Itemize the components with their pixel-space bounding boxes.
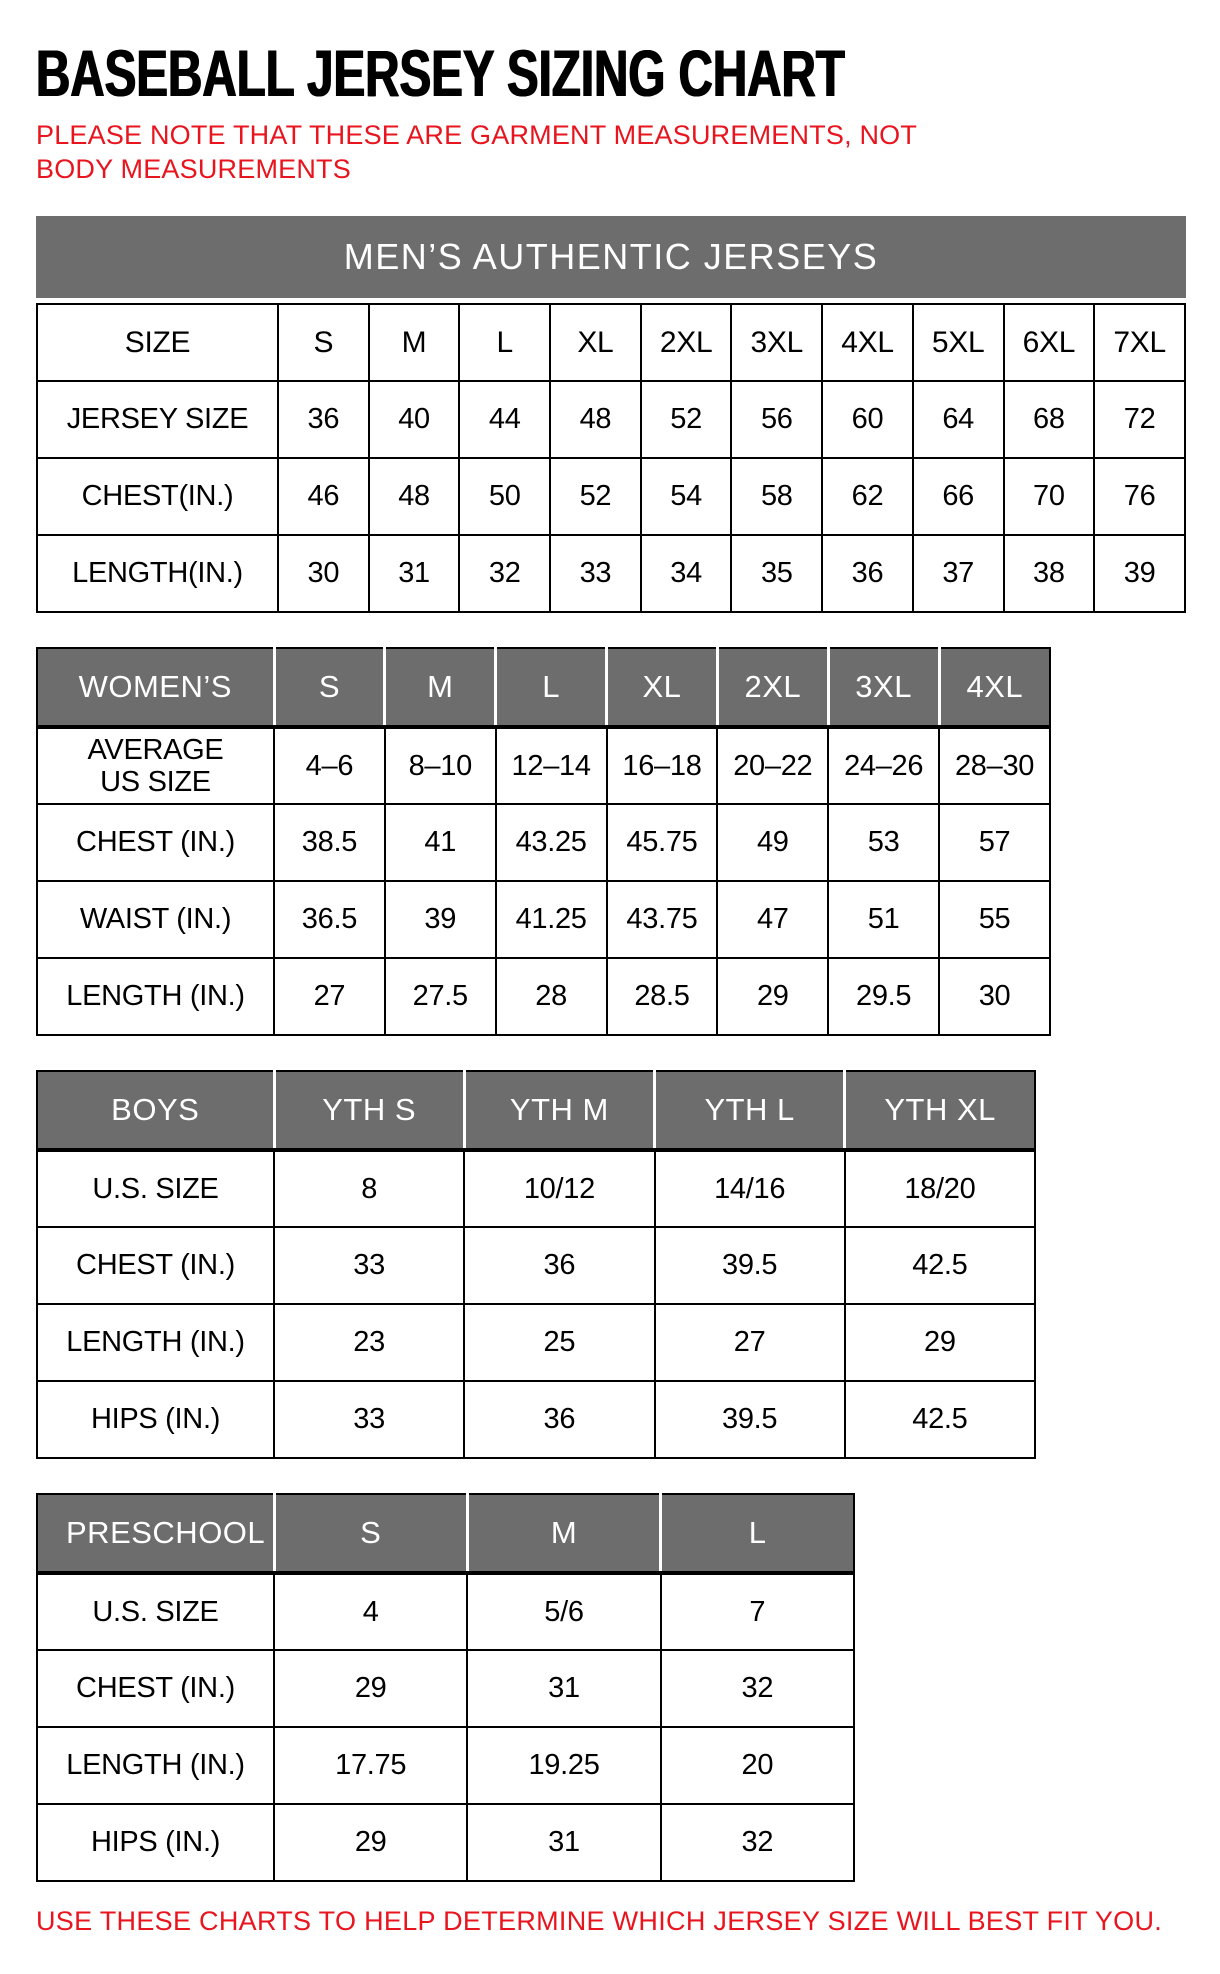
mens-col-7xl: 7XL (1094, 304, 1185, 381)
mens-col-xl: XL (550, 304, 641, 381)
womens-value-cell: 41.25 (496, 881, 607, 958)
boys-value-cell: 36 (464, 1227, 654, 1304)
womens-value-cell: 27 (274, 958, 385, 1035)
mens-value-cell: 48 (369, 458, 460, 535)
boys-value-cell: 39.5 (655, 1227, 845, 1304)
womens-row-chest-in (37, 804, 1050, 881)
mens-table-section (36, 216, 1190, 613)
womens-value-cell: 57 (939, 804, 1050, 881)
mens-value-cell: 66 (913, 458, 1004, 535)
preschool-header-row (37, 1494, 854, 1573)
womens-value-cell: 47 (717, 881, 828, 958)
footer-note: USE THESE CHARTS TO HELP DETERMINE WHICH JERSEY SIZE WILL BEST FIT YOU. (36, 1906, 1163, 1936)
womens-row-waist-in (37, 881, 1050, 958)
boys-value-cell: 33 (274, 1381, 464, 1458)
preschool-value-cell: 19.25 (467, 1727, 660, 1804)
mens-value-cell: 44 (459, 381, 550, 458)
mens-value-cell: 36 (822, 535, 913, 612)
boys-table-section (36, 1070, 1190, 1459)
womens-value-cell: 24–26 (828, 727, 939, 804)
womens-col-l: L (496, 648, 607, 727)
mens-value-cell: 48 (550, 381, 641, 458)
mens-row-chest-in (37, 458, 1185, 535)
mens-header-row (37, 304, 1185, 381)
mens-col-5xl: 5XL (913, 304, 1004, 381)
preschool-row-chest-in (37, 1650, 854, 1727)
womens-value-cell: 43.25 (496, 804, 607, 881)
boys-value-cell: 25 (464, 1304, 654, 1381)
boys-value-cell: 39.5 (655, 1381, 845, 1458)
preschool-value-cell: 20 (661, 1727, 854, 1804)
boys-header-row (37, 1071, 1035, 1150)
mens-value-cell: 72 (1094, 381, 1185, 458)
mens-value-cell: 39 (1094, 535, 1185, 612)
womens-value-cell: 38.5 (274, 804, 385, 881)
mens-value-cell: 52 (641, 381, 732, 458)
womens-size-table (36, 647, 1051, 1036)
mens-value-cell: 76 (1094, 458, 1185, 535)
mens-value-cell: 50 (459, 458, 550, 535)
womens-col-4xl: 4XL (939, 648, 1050, 727)
mens-value-cell: 54 (641, 458, 732, 535)
womens-value-cell: 53 (828, 804, 939, 881)
boys-row-u-s-size (37, 1150, 1035, 1227)
mens-table-banner: MEN’S AUTHENTIC JERSEYS (36, 216, 1186, 298)
mens-row-label: JERSEY SIZE (37, 381, 278, 458)
womens-row-label: WAIST (IN.) (37, 881, 274, 958)
womens-value-cell: 27.5 (385, 958, 496, 1035)
mens-value-cell: 37 (913, 535, 1004, 612)
preschool-row-u-s-size (37, 1573, 854, 1650)
womens-row-label: AVERAGE US SIZE (37, 727, 274, 804)
mens-col-2xl: 2XL (641, 304, 732, 381)
mens-value-cell: 56 (731, 381, 822, 458)
mens-value-cell: 58 (731, 458, 822, 535)
womens-col-women-s: WOMEN’S (37, 648, 274, 727)
womens-value-cell: 28.5 (607, 958, 718, 1035)
mens-value-cell: 38 (1004, 535, 1095, 612)
mens-row-label: LENGTH(IN.) (37, 535, 278, 612)
womens-value-cell: 16–18 (607, 727, 718, 804)
womens-col-3xl: 3XL (828, 648, 939, 727)
mens-value-cell: 62 (822, 458, 913, 535)
mens-col-s: S (278, 304, 369, 381)
mens-row-label: CHEST(IN.) (37, 458, 278, 535)
boys-row-label: U.S. SIZE (37, 1150, 274, 1227)
womens-row-length-in (37, 958, 1050, 1035)
mens-value-cell: 34 (641, 535, 732, 612)
preschool-size-table (36, 1493, 855, 1882)
womens-value-cell: 28 (496, 958, 607, 1035)
mens-value-cell: 35 (731, 535, 822, 612)
boys-value-cell: 33 (274, 1227, 464, 1304)
boys-value-cell: 42.5 (845, 1381, 1035, 1458)
womens-value-cell: 29.5 (828, 958, 939, 1035)
boys-value-cell: 23 (274, 1304, 464, 1381)
boys-row-chest-in (37, 1227, 1035, 1304)
boys-col-yth-l: YTH L (655, 1071, 845, 1150)
mens-col-6xl: 6XL (1004, 304, 1095, 381)
womens-value-cell: 30 (939, 958, 1050, 1035)
mens-value-cell: 70 (1004, 458, 1095, 535)
womens-value-cell: 20–22 (717, 727, 828, 804)
preschool-value-cell: 32 (661, 1650, 854, 1727)
womens-col-m: M (385, 648, 496, 727)
mens-row-length-in (37, 535, 1185, 612)
boys-col-yth-s: YTH S (274, 1071, 464, 1150)
womens-value-cell: 55 (939, 881, 1050, 958)
boys-value-cell: 36 (464, 1381, 654, 1458)
boys-row-length-in (37, 1304, 1035, 1381)
preschool-value-cell: 17.75 (274, 1727, 467, 1804)
womens-value-cell: 8–10 (385, 727, 496, 804)
mens-value-cell: 30 (278, 535, 369, 612)
preschool-value-cell: 5/6 (467, 1573, 660, 1650)
mens-col-3xl: 3XL (731, 304, 822, 381)
womens-value-cell: 49 (717, 804, 828, 881)
womens-value-cell: 45.75 (607, 804, 718, 881)
womens-value-cell: 39 (385, 881, 496, 958)
womens-value-cell: 43.75 (607, 881, 718, 958)
mens-value-cell: 64 (913, 381, 1004, 458)
womens-col-xl: XL (607, 648, 718, 727)
preschool-col-l: L (661, 1494, 854, 1573)
preschool-value-cell: 31 (467, 1650, 660, 1727)
mens-col-4xl: 4XL (822, 304, 913, 381)
womens-col-s: S (274, 648, 385, 727)
womens-row-average-us-size (37, 727, 1050, 804)
preschool-value-cell: 4 (274, 1573, 467, 1650)
womens-value-cell: 51 (828, 881, 939, 958)
boys-col-boys: BOYS (37, 1071, 274, 1150)
preschool-value-cell: 7 (661, 1573, 854, 1650)
boys-row-hips-in (37, 1381, 1035, 1458)
boys-col-yth-xl: YTH XL (845, 1071, 1035, 1150)
mens-value-cell: 52 (550, 458, 641, 535)
preschool-table-section (36, 1493, 1190, 1882)
mens-value-cell: 31 (369, 535, 460, 612)
boys-row-label: HIPS (IN.) (37, 1381, 274, 1458)
boys-value-cell: 10/12 (464, 1150, 654, 1227)
preschool-row-hips-in (37, 1804, 854, 1881)
boys-row-label: CHEST (IN.) (37, 1227, 274, 1304)
mens-value-cell: 46 (278, 458, 369, 535)
mens-value-cell: 68 (1004, 381, 1095, 458)
mens-value-cell: 32 (459, 535, 550, 612)
boys-value-cell: 27 (655, 1304, 845, 1381)
womens-value-cell: 28–30 (939, 727, 1050, 804)
boys-value-cell: 14/16 (655, 1150, 845, 1227)
boys-size-table (36, 1070, 1036, 1459)
preschool-row-length-in (37, 1727, 854, 1804)
womens-table-section (36, 647, 1190, 1036)
mens-value-cell: 33 (550, 535, 641, 612)
womens-value-cell: 29 (717, 958, 828, 1035)
womens-row-label: LENGTH (IN.) (37, 958, 274, 1035)
womens-header-row (37, 648, 1050, 727)
womens-value-cell: 41 (385, 804, 496, 881)
womens-value-cell: 12–14 (496, 727, 607, 804)
preschool-row-label: LENGTH (IN.) (37, 1727, 274, 1804)
boys-row-label: LENGTH (IN.) (37, 1304, 274, 1381)
preschool-value-cell: 29 (274, 1804, 467, 1881)
mens-value-cell: 60 (822, 381, 913, 458)
boys-value-cell: 29 (845, 1304, 1035, 1381)
mens-size-table (36, 303, 1186, 613)
mens-col-l: L (459, 304, 550, 381)
preschool-value-cell: 32 (661, 1804, 854, 1881)
mens-col-m: M (369, 304, 460, 381)
preschool-row-label: HIPS (IN.) (37, 1804, 274, 1881)
womens-row-label: CHEST (IN.) (37, 804, 274, 881)
mens-value-cell: 36 (278, 381, 369, 458)
boys-value-cell: 42.5 (845, 1227, 1035, 1304)
preschool-value-cell: 29 (274, 1650, 467, 1727)
boys-value-cell: 18/20 (845, 1150, 1035, 1227)
mens-row-jersey-size (37, 381, 1185, 458)
preschool-row-label: CHEST (IN.) (37, 1650, 274, 1727)
mens-value-cell: 40 (369, 381, 460, 458)
womens-col-2xl: 2XL (717, 648, 828, 727)
boys-value-cell: 8 (274, 1150, 464, 1227)
mens-col-size: SIZE (37, 304, 278, 381)
womens-value-cell: 36.5 (274, 881, 385, 958)
preschool-col-s: S (274, 1494, 467, 1573)
preschool-row-label: U.S. SIZE (37, 1573, 274, 1650)
preschool-col-m: M (467, 1494, 660, 1573)
boys-col-yth-m: YTH M (464, 1071, 654, 1150)
preschool-col-preschool: PRESCHOOL (37, 1494, 274, 1573)
garment-measurement-note: PLEASE NOTE THAT THESE ARE GARMENT MEASUREMENTS, NOT BODY MEASUREMENTS (36, 120, 917, 184)
womens-value-cell: 4–6 (274, 727, 385, 804)
preschool-value-cell: 31 (467, 1804, 660, 1881)
page-title: BASEBALL JERSEY SIZING CHART (36, 36, 845, 110)
